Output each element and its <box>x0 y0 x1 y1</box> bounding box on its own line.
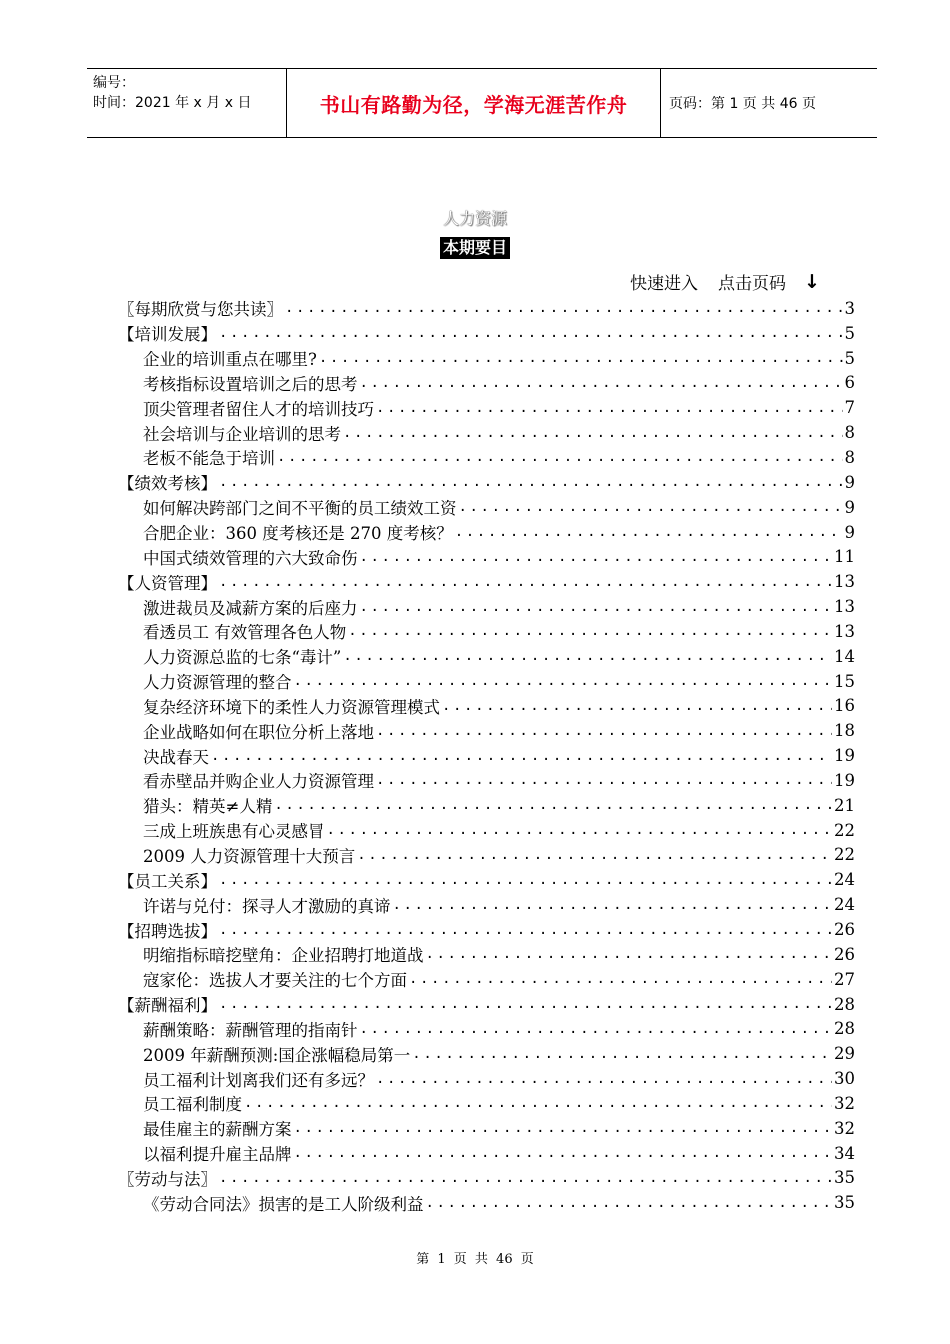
toc-page-number[interactable]: 24 <box>834 870 855 890</box>
toc-section[interactable] <box>118 321 855 346</box>
toc-page-number[interactable]: 35 <box>834 1193 855 1213</box>
toc-leader-dots <box>348 624 832 638</box>
toc-entry[interactable] <box>118 892 855 917</box>
toc-page-number[interactable]: 3 <box>844 298 855 318</box>
toc-leader-dots <box>360 600 833 614</box>
toc-entry[interactable] <box>118 843 855 868</box>
toc-page-number[interactable]: 26 <box>834 920 855 940</box>
toc-entry-label[interactable]: 合肥企业：360 度考核还是 270 度考核？ <box>143 524 453 544</box>
toc-section[interactable] <box>118 917 855 942</box>
toc-entry[interactable] <box>118 793 855 818</box>
toc-leader-dots <box>219 1171 832 1185</box>
toc-entry-label[interactable]: 企业的培训重点在哪里? <box>143 350 317 370</box>
toc-leader-dots <box>360 550 833 564</box>
toc-leader-dots <box>319 351 843 365</box>
toc-page-number[interactable]: 22 <box>834 820 855 840</box>
toc-leader-dots <box>426 947 833 961</box>
toc-entry-label[interactable]: 员工福利制度 <box>143 1095 242 1115</box>
toc-entry-label[interactable]: 人力资源管理的整合 <box>143 673 292 693</box>
toc-page-number[interactable]: 7 <box>844 398 855 418</box>
toc-section[interactable] <box>118 1166 855 1191</box>
toc-leader-dots <box>426 1196 833 1210</box>
toc-entry-label[interactable]: 顶尖管理者留住人才的培训技巧 <box>143 399 374 419</box>
toc-entry-label[interactable]: 【员工关系】 <box>118 871 217 891</box>
toc-page-number[interactable]: 9 <box>844 472 855 492</box>
toc-leader-dots <box>274 798 832 812</box>
toc-entry-label[interactable]: 最佳雇主的薪酬方案 <box>143 1120 292 1140</box>
issue-title: 本期要目 <box>440 237 510 259</box>
toc-entry[interactable] <box>118 594 855 619</box>
toc-page-number[interactable]: 21 <box>834 795 855 815</box>
toc-page-number[interactable]: 5 <box>844 348 855 368</box>
toc-entry-label[interactable]: 人力资源总监的七条“毒计” <box>143 648 342 668</box>
header-page-info: 页码：第 1 页 共 46 页 <box>669 96 816 112</box>
toc-entry-label[interactable]: 2009 年薪酬预测:国企涨幅稳局第一 <box>143 1045 411 1065</box>
toc-entry-label[interactable]: 〖每期欣赏与您共读〗 <box>118 300 283 320</box>
toc-entry-label[interactable]: 员工福利计划离我们还有多远？ <box>143 1070 374 1090</box>
toc-entry-label[interactable]: 猎头：精英≠人精 <box>143 797 273 817</box>
toc-page-number[interactable]: 26 <box>834 944 855 964</box>
header-meta <box>87 69 287 137</box>
toc-entry[interactable] <box>118 619 855 644</box>
toc-entry[interactable] <box>118 420 855 445</box>
toc-entry[interactable] <box>118 967 855 992</box>
toc-entry-label[interactable]: 中国式绩效管理的六大致命伤 <box>143 548 358 568</box>
toc-leader-dots <box>455 525 843 539</box>
toc-page-number[interactable]: 13 <box>834 621 855 641</box>
toc-entry[interactable] <box>118 768 855 793</box>
toc-section[interactable] <box>118 470 855 495</box>
toc-page-number[interactable]: 5 <box>844 323 855 343</box>
toc-page-number[interactable]: 35 <box>834 1168 855 1188</box>
toc-entry-label[interactable]: 【绩效考核】 <box>118 474 217 494</box>
toc-leader-dots <box>459 500 843 514</box>
toc-leader-dots <box>294 1121 833 1135</box>
toc-entry[interactable] <box>118 395 855 420</box>
toc-leader-dots <box>244 1096 832 1110</box>
toc-entry[interactable] <box>118 1141 855 1166</box>
toc-entry-label[interactable]: 社会培训与企业培训的思考 <box>143 424 341 444</box>
toc-page-number[interactable]: 32 <box>834 1093 855 1113</box>
toc-page-number[interactable]: 9 <box>844 522 855 542</box>
toc-leader-dots <box>360 1022 833 1036</box>
toc-entry-label[interactable]: 看赤壁品并购企业人力资源管理 <box>143 772 374 792</box>
toc-entry-label[interactable]: 激进裁员及减薪方案的后座力 <box>143 598 358 618</box>
toc-leader-dots <box>376 1072 832 1086</box>
toc-entry-label[interactable]: 许诺与兑付：探寻人才激励的真谛 <box>143 896 391 916</box>
toc-entry[interactable] <box>118 694 855 719</box>
toc-entry-label[interactable]: 复杂经济环境下的柔性人力资源管理模式 <box>143 697 440 717</box>
toc-leader-dots <box>343 649 832 663</box>
page-footer: 第 1 页 共 46 页 <box>416 1252 534 1267</box>
toc-entry[interactable] <box>118 718 855 743</box>
toc-page-number[interactable]: 32 <box>834 1118 855 1138</box>
toc-leader-dots <box>412 1047 832 1061</box>
header-motto: 书山有路勤为径，学海无涯苦作舟 <box>319 92 628 117</box>
toc-entry[interactable] <box>118 544 855 569</box>
toc-entry-label[interactable]: 三成上班族患有心灵感冒 <box>143 822 325 842</box>
toc-leader-dots <box>360 376 843 390</box>
toc-entry-label[interactable]: 企业战略如何在职位分析上落地 <box>143 722 374 742</box>
toc-section[interactable] <box>118 296 855 321</box>
toc-leader-dots <box>393 898 833 912</box>
toc-entry[interactable] <box>118 1066 855 1091</box>
down-arrow-icon: ↓ <box>804 270 820 293</box>
toc-page-number[interactable]: 34 <box>834 1143 855 1163</box>
toc-entry-label[interactable]: 看透员工 有效管理各色人物 <box>143 623 347 643</box>
toc-entry[interactable] <box>118 445 855 470</box>
toc-entry[interactable] <box>118 743 855 768</box>
quick-enter-label: 快速进入 <box>630 274 698 294</box>
issue-title-wrap <box>0 237 950 259</box>
toc-page-number[interactable]: 28 <box>834 1019 855 1039</box>
toc-entry-label[interactable]: 〖劳动与法〗 <box>118 1169 217 1189</box>
page-header <box>87 68 877 138</box>
toc-leader-dots <box>442 699 832 713</box>
toc-page-number[interactable]: 8 <box>844 447 855 467</box>
toc-page-number[interactable]: 6 <box>844 373 855 393</box>
toc-leader-dots <box>219 575 832 589</box>
table-of-contents <box>118 296 855 1215</box>
toc-section[interactable] <box>118 569 855 594</box>
toc-page-number[interactable]: 11 <box>834 547 855 567</box>
toc-page-number[interactable]: 13 <box>834 597 855 617</box>
toc-page-number[interactable]: 27 <box>834 969 855 989</box>
click-page-label: 点击页码 <box>718 274 786 294</box>
toc-entry-label[interactable]: 寇家伦：选拔人才要关注的七个方面 <box>143 971 407 991</box>
toc-leader-dots <box>294 674 833 688</box>
toc-leader-dots <box>211 749 832 763</box>
document-title: 人力资源 <box>442 209 507 228</box>
toc-leader-dots <box>409 972 832 986</box>
toc-leader-dots <box>219 873 832 887</box>
toc-leader-dots <box>219 923 832 937</box>
toc-entry-label[interactable]: 决战春天 <box>143 747 209 767</box>
toc-entry[interactable] <box>118 495 855 520</box>
toc-page-number[interactable]: 24 <box>834 895 855 915</box>
toc-leader-dots <box>219 997 832 1011</box>
toc-entry[interactable] <box>118 669 855 694</box>
toc-page-number[interactable]: 14 <box>834 646 855 666</box>
date-label: 时间：2021 年 x 月 x 日 <box>93 95 252 111</box>
toc-entry-label[interactable]: 明缩指标暗挖壁角：企业招聘打地道战 <box>143 946 424 966</box>
toc-page-number[interactable]: 18 <box>834 721 855 741</box>
toc-section[interactable] <box>118 867 855 892</box>
toc-entry[interactable] <box>118 520 855 545</box>
toc-entry-label[interactable]: 如何解决跨部门之间不平衡的员工绩效工资 <box>143 499 457 519</box>
toc-leader-dots <box>294 1146 833 1160</box>
toc-page-number[interactable]: 9 <box>844 497 855 517</box>
toc-entry[interactable] <box>118 1091 855 1116</box>
toc-entry-label[interactable]: 《劳动合同法》损害的是工人阶级利益 <box>143 1194 424 1214</box>
toc-entry[interactable] <box>118 818 855 843</box>
toc-leader-dots <box>343 426 843 440</box>
toc-entry-label[interactable]: 考核指标设置培训之后的思考 <box>143 374 358 394</box>
toc-page-number[interactable]: 19 <box>834 770 855 790</box>
toc-leader-dots <box>277 450 843 464</box>
toc-entry-label[interactable]: 2009 人力资源管理十大预言 <box>143 846 356 866</box>
toc-leader-dots <box>219 475 843 489</box>
quick-nav <box>630 269 820 294</box>
toc-entry-label[interactable]: 薪酬策略：薪酬管理的指南针 <box>143 1020 358 1040</box>
toc-leader-dots <box>219 326 843 340</box>
toc-page-number[interactable]: 13 <box>834 572 855 592</box>
toc-page-number[interactable]: 8 <box>844 423 855 443</box>
toc-entry-label[interactable]: 【薪酬福利】 <box>118 996 217 1016</box>
toc-leader-dots <box>327 823 833 837</box>
toc-entry-label[interactable]: 【人资管理】 <box>118 573 217 593</box>
toc-entry[interactable] <box>118 371 855 396</box>
toc-page-number[interactable]: 19 <box>834 746 855 766</box>
toc-leader-dots <box>285 301 843 315</box>
toc-page-number[interactable]: 30 <box>834 1069 855 1089</box>
toc-entry-label[interactable]: 以福利提升雇主品牌 <box>143 1145 292 1165</box>
toc-entry[interactable] <box>118 644 855 669</box>
toc-leader-dots <box>376 401 843 415</box>
toc-leader-dots <box>357 848 832 862</box>
toc-page-number[interactable]: 22 <box>834 845 855 865</box>
toc-entry[interactable] <box>118 942 855 967</box>
toc-entry[interactable] <box>118 346 855 371</box>
toc-entry-label[interactable]: 老板不能急于培训 <box>143 449 275 469</box>
toc-entry[interactable] <box>118 1116 855 1141</box>
header-motto-cell <box>287 69 661 137</box>
toc-entry[interactable] <box>118 1016 855 1041</box>
toc-page-number[interactable]: 15 <box>834 671 855 691</box>
toc-entry[interactable] <box>118 1041 855 1066</box>
toc-entry-label[interactable]: 【招聘选拔】 <box>118 921 217 941</box>
serial-number-label: 编号： <box>93 75 135 91</box>
toc-leader-dots <box>376 724 832 738</box>
toc-leader-dots <box>376 773 832 787</box>
toc-page-number[interactable]: 16 <box>834 696 855 716</box>
toc-entry[interactable] <box>118 1190 855 1215</box>
toc-entry-label[interactable]: 【培训发展】 <box>118 325 217 345</box>
toc-page-number[interactable]: 29 <box>834 1044 855 1064</box>
toc-page-number[interactable]: 28 <box>834 994 855 1014</box>
toc-section[interactable] <box>118 992 855 1017</box>
